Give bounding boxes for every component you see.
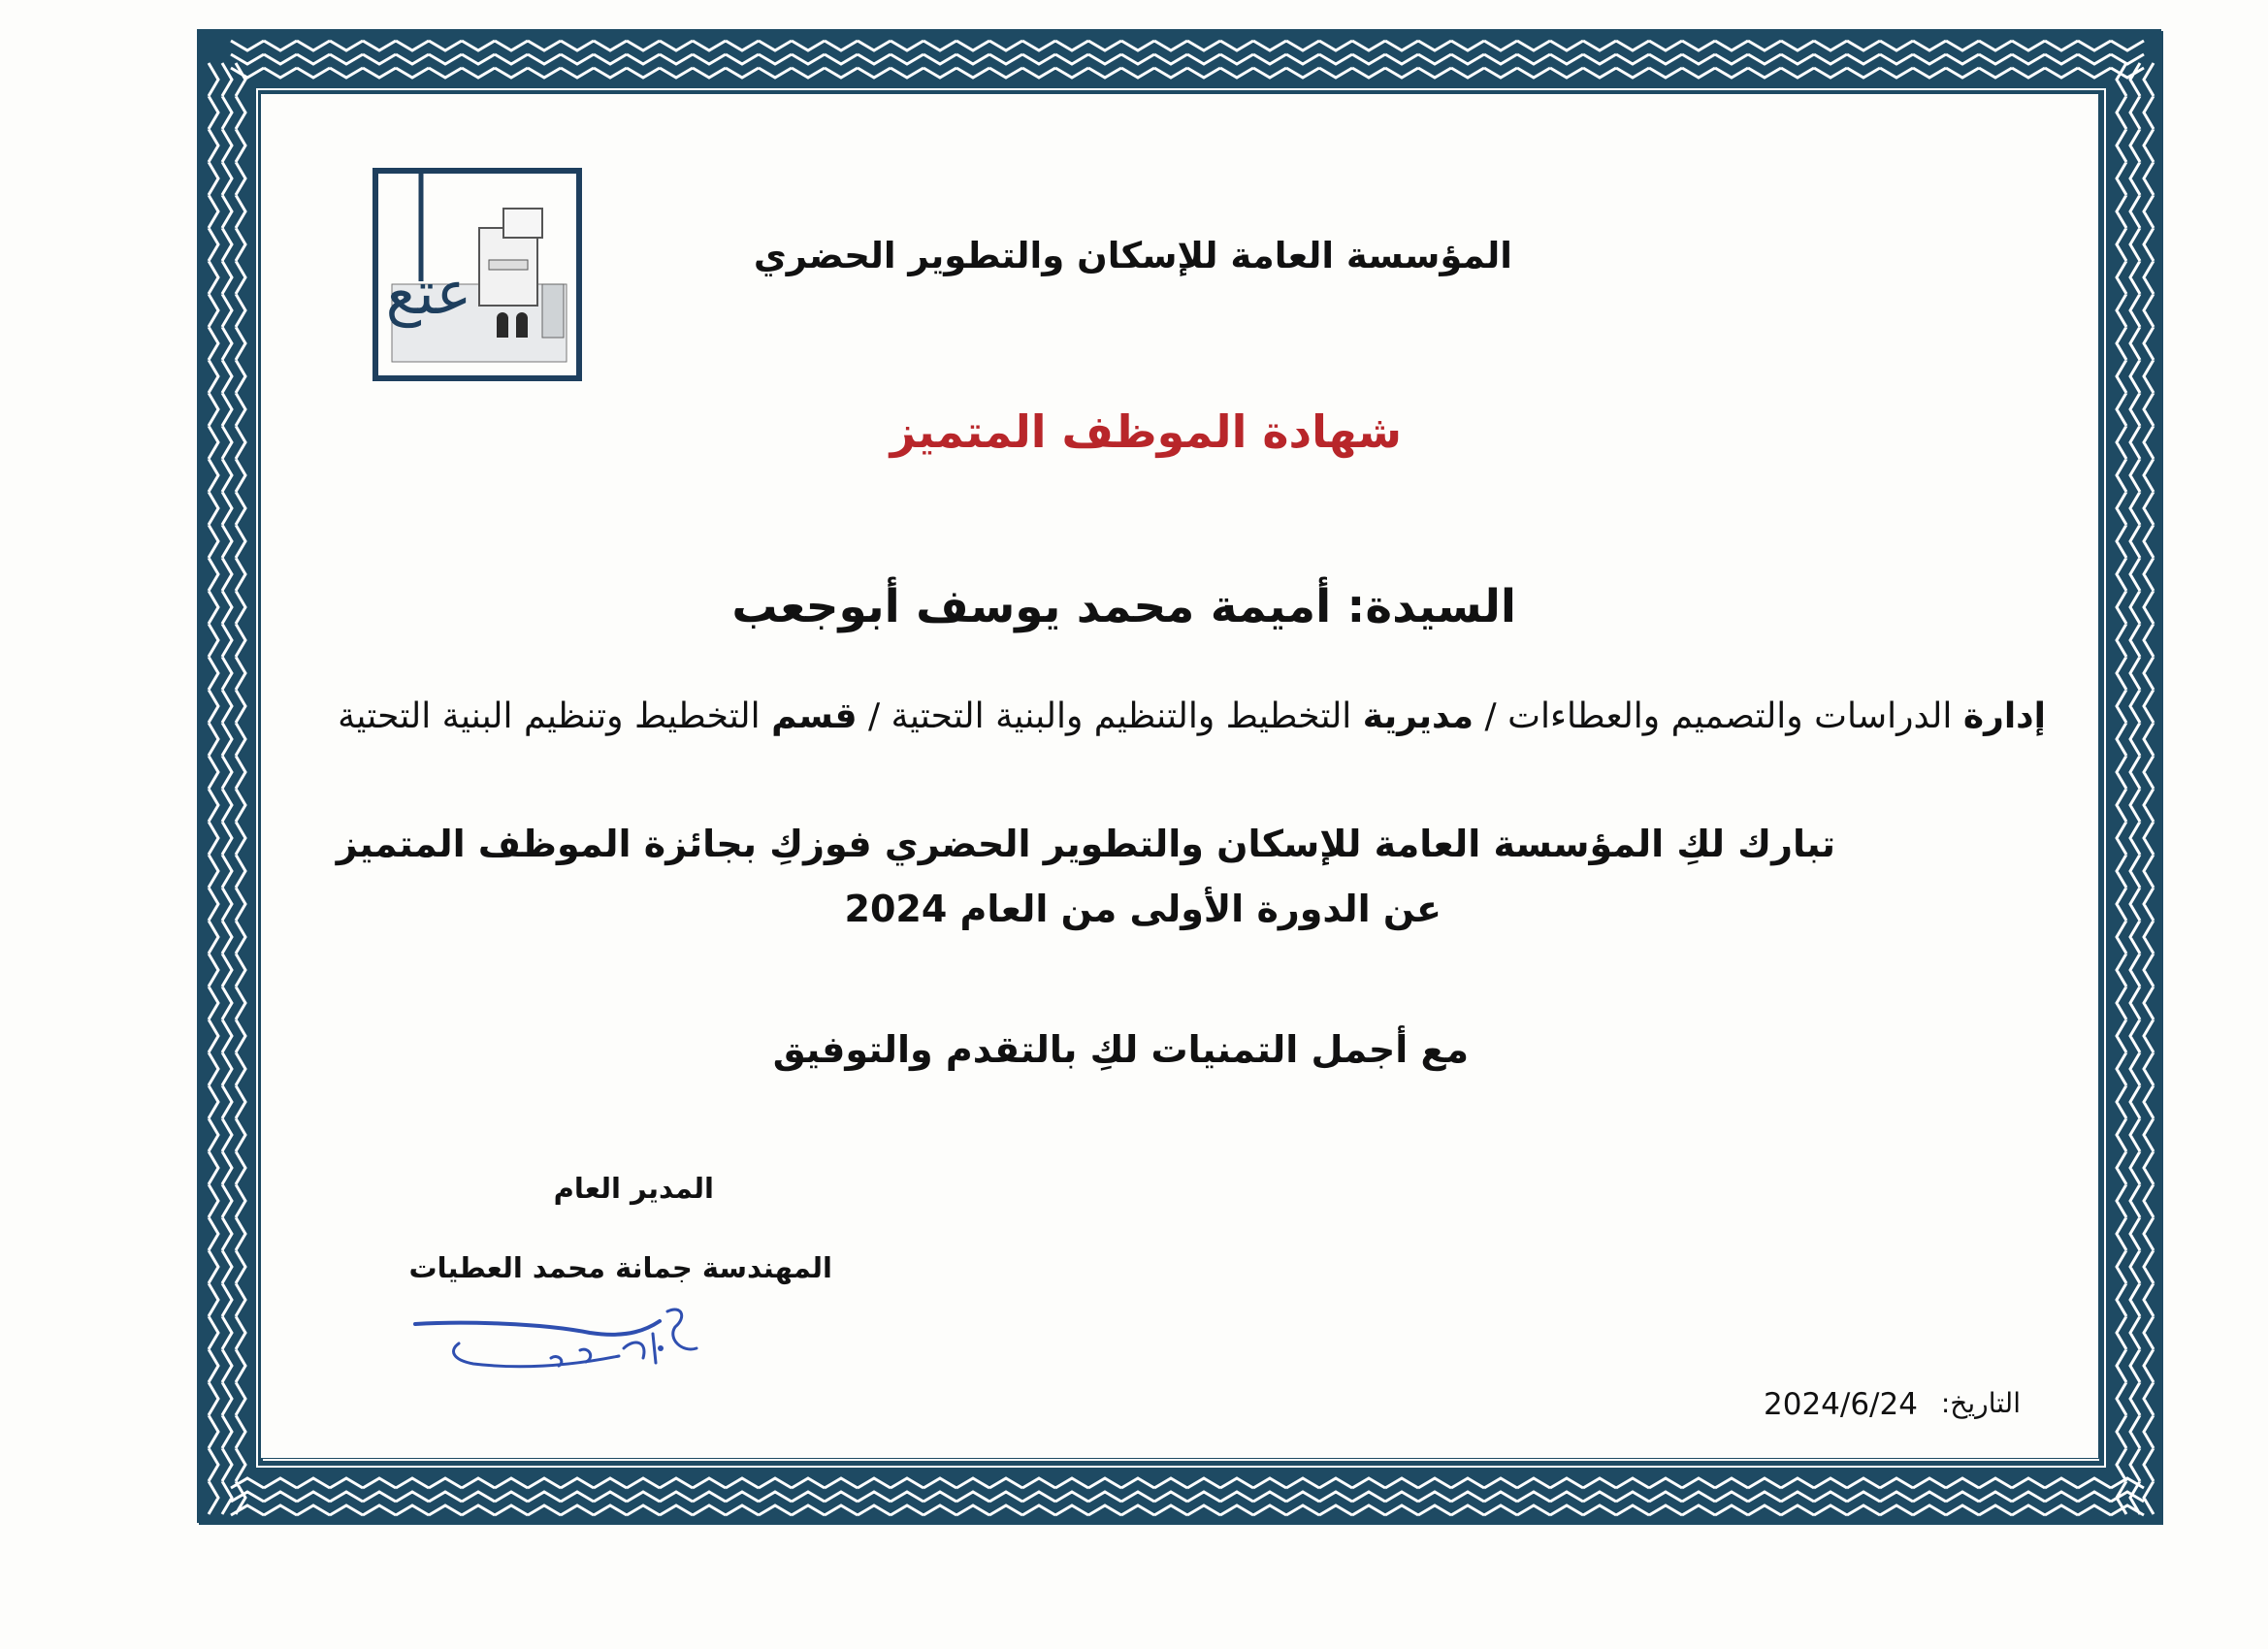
department-word-bold: إدارة bbox=[1962, 696, 2046, 736]
wishes-text: مع أجمل التمنيات لكِ بالتقدم والتوفيق bbox=[772, 1028, 1469, 1071]
date-value: 2024/6/24 bbox=[1764, 1387, 1918, 1422]
organization-logo bbox=[373, 168, 582, 381]
section-text: التخطيط وتنظيم البنية التحتية bbox=[338, 696, 772, 736]
department-line bbox=[338, 696, 2046, 736]
certificate-title: شهادة الموظف المتميز bbox=[890, 405, 1402, 458]
recipient-name: السيدة: أميمة محمد يوسف أبوجعب bbox=[731, 580, 1516, 633]
handwritten-signature bbox=[405, 1300, 724, 1387]
directorate-word-bold: مديرية bbox=[1362, 696, 1474, 736]
department-text: الدراسات والتصميم والعطاءات / bbox=[1474, 696, 1963, 736]
congratulations-line-1: تبارك لكِ المؤسسة العامة للإسكان والتطوير الحضري فوزكِ بجائزة الموظف المتميز bbox=[336, 823, 1835, 865]
date-label: التاريخ: bbox=[1940, 1387, 2021, 1419]
section-word-bold: قسم bbox=[771, 696, 858, 736]
congratulations-line-2: عن الدورة الأولى من العام 2024 bbox=[844, 888, 1442, 930]
logo-monogram: عتع bbox=[385, 257, 472, 328]
signer-title: المدير العام bbox=[553, 1172, 714, 1205]
signer-name: المهندسة جمانة محمد العطيات bbox=[408, 1251, 832, 1284]
organization-name: المؤسسة العامة للإسكان والتطوير الحضري bbox=[753, 235, 1512, 276]
directorate-text: التخطيط والتنظيم والبنية التحتية / bbox=[857, 696, 1363, 736]
